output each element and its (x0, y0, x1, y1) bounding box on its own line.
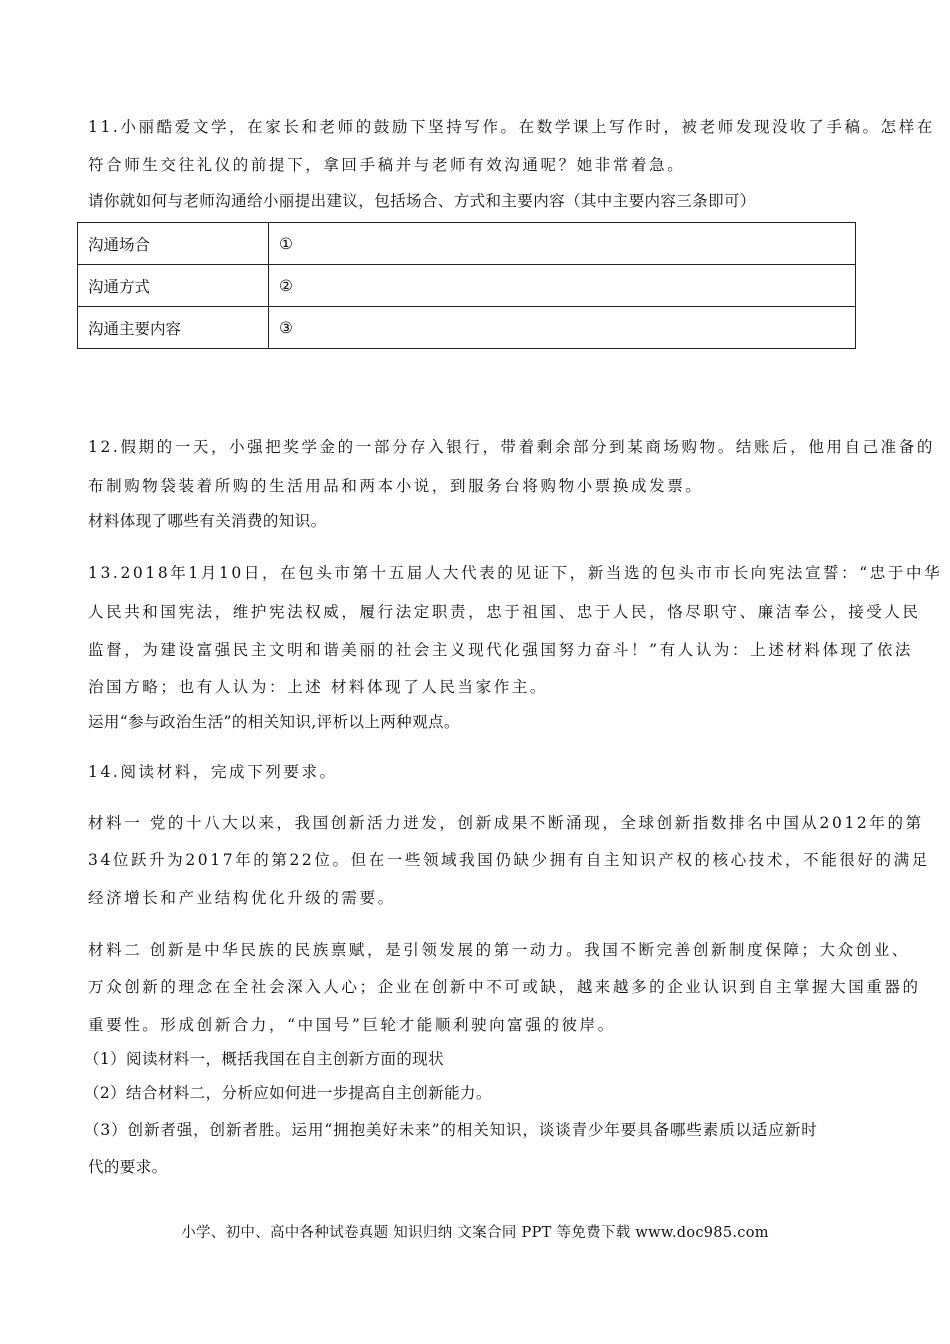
table-cell-value: ② (269, 265, 856, 307)
table-cell-key: 沟通方式 (78, 265, 269, 307)
q13-line-4: 治国方略；也有人认为：上述 材料体现了人民当家作主。 (88, 678, 549, 696)
q11-line-1: 11.小丽酷爱文学，在家长和老师的鼓励下坚持写作。在数学课上写作时，被老师发现没收了手稿。怎样在 (88, 118, 935, 136)
communication-table (77, 222, 856, 349)
table-cell-key: 沟通主要内容 (78, 307, 269, 349)
page-footer: 小学、初中、高中各种试卷真题 知识归纳 文案合同 PPT 等免费下载 www.doc985.com (181, 1225, 769, 1241)
q13-question: 运用“参与政治生活”的相关知识,评析以上两种观点。 (88, 713, 460, 731)
table-cell-value: ① (269, 223, 856, 265)
q12-question: 材料体现了哪些有关消费的知识。 (88, 512, 327, 530)
q14-sub-question-3-line-1: （3）创新者强，创新者胜。运用“拥抱美好未来”的相关知识，谈谈青少年要具备哪些素质以适应新时 (84, 1121, 818, 1139)
table-row (78, 307, 856, 349)
q11-line-2: 符合师生交往礼仪的前提下，拿回手稿并与老师有效沟通呢？她非常着急。 (88, 156, 686, 174)
table-row (78, 223, 856, 265)
q12-line-1: 12.假期的一天，小强把奖学金的一部分存入银行，带着剩余部分到某商场购物。结账后，他用自己准备的 (88, 438, 935, 456)
q12-line-2: 布制购物袋装着所购的生活用品和两本小说，到服务台将购物小票换成发票。 (88, 477, 704, 495)
q14-intro: 14.阅读材料，完成下列要求。 (88, 763, 338, 781)
q14-material1-line-3: 经济增长和产业结构优化升级的需要。 (88, 889, 396, 907)
q13-line-1: 13.2018年1月10日，在包头市第十五届人大代表的见证下，新当选的包头市市长向宪法宣誓：“忠于中华 (88, 564, 943, 582)
q13-line-3: 监督，为建设富强民主文明和谐美丽的社会主义现代化强国努力奋斗！”有人认为：上述材料体现了依法 (88, 641, 914, 659)
q14-material2-line-3: 重要性。形成创新合力，“中国号”巨轮才能顺利驶向富强的彼岸。 (88, 1016, 616, 1034)
table-cell-key: 沟通场合 (78, 223, 269, 265)
q11-instruction: 请你就如何与老师沟通给小丽提出建议，包括场合、方式和主要内容（其中主要内容三条即可） (88, 192, 756, 210)
q14-material1-line-2: 34位跃升为2017年的第22位。但在一些领域我国仍缺少拥有自主知识产权的核心技术，不能很好的满足 (88, 851, 930, 869)
table-cell-value: ③ (269, 307, 856, 349)
q14-sub-question-3-line-2: 代的要求。 (88, 1158, 168, 1176)
q14-sub-question-1: （1）阅读材料一，概括我国在自主创新方面的现状 (84, 1050, 445, 1068)
q14-material2-line-2: 万众创新的理念在全社会深入人心；企业在创新中不可或缺，越来越多的企业认识到自主掌握大国重器的 (88, 978, 921, 996)
table-row (78, 265, 856, 307)
q14-material1-line-1: 材料一 党的十八大以来，我国创新活力迸发，创新成果不断涌现，全球创新指数排名中国从2012年的第 (88, 814, 924, 832)
q13-line-2: 人民共和国宪法，维护宪法权威，履行法定职责，忠于祖国、忠于人民，恪尽职守、廉洁奉公，接受人民 (88, 603, 921, 621)
q14-material2-line-1: 材料二 创新是中华民族的民族禀赋，是引领发展的第一动力。我国不断完善创新制度保障；大众创业、 (88, 941, 911, 959)
q14-sub-question-2: （2）结合材料二，分析应如何进一步提高自主创新能力。 (84, 1084, 492, 1102)
